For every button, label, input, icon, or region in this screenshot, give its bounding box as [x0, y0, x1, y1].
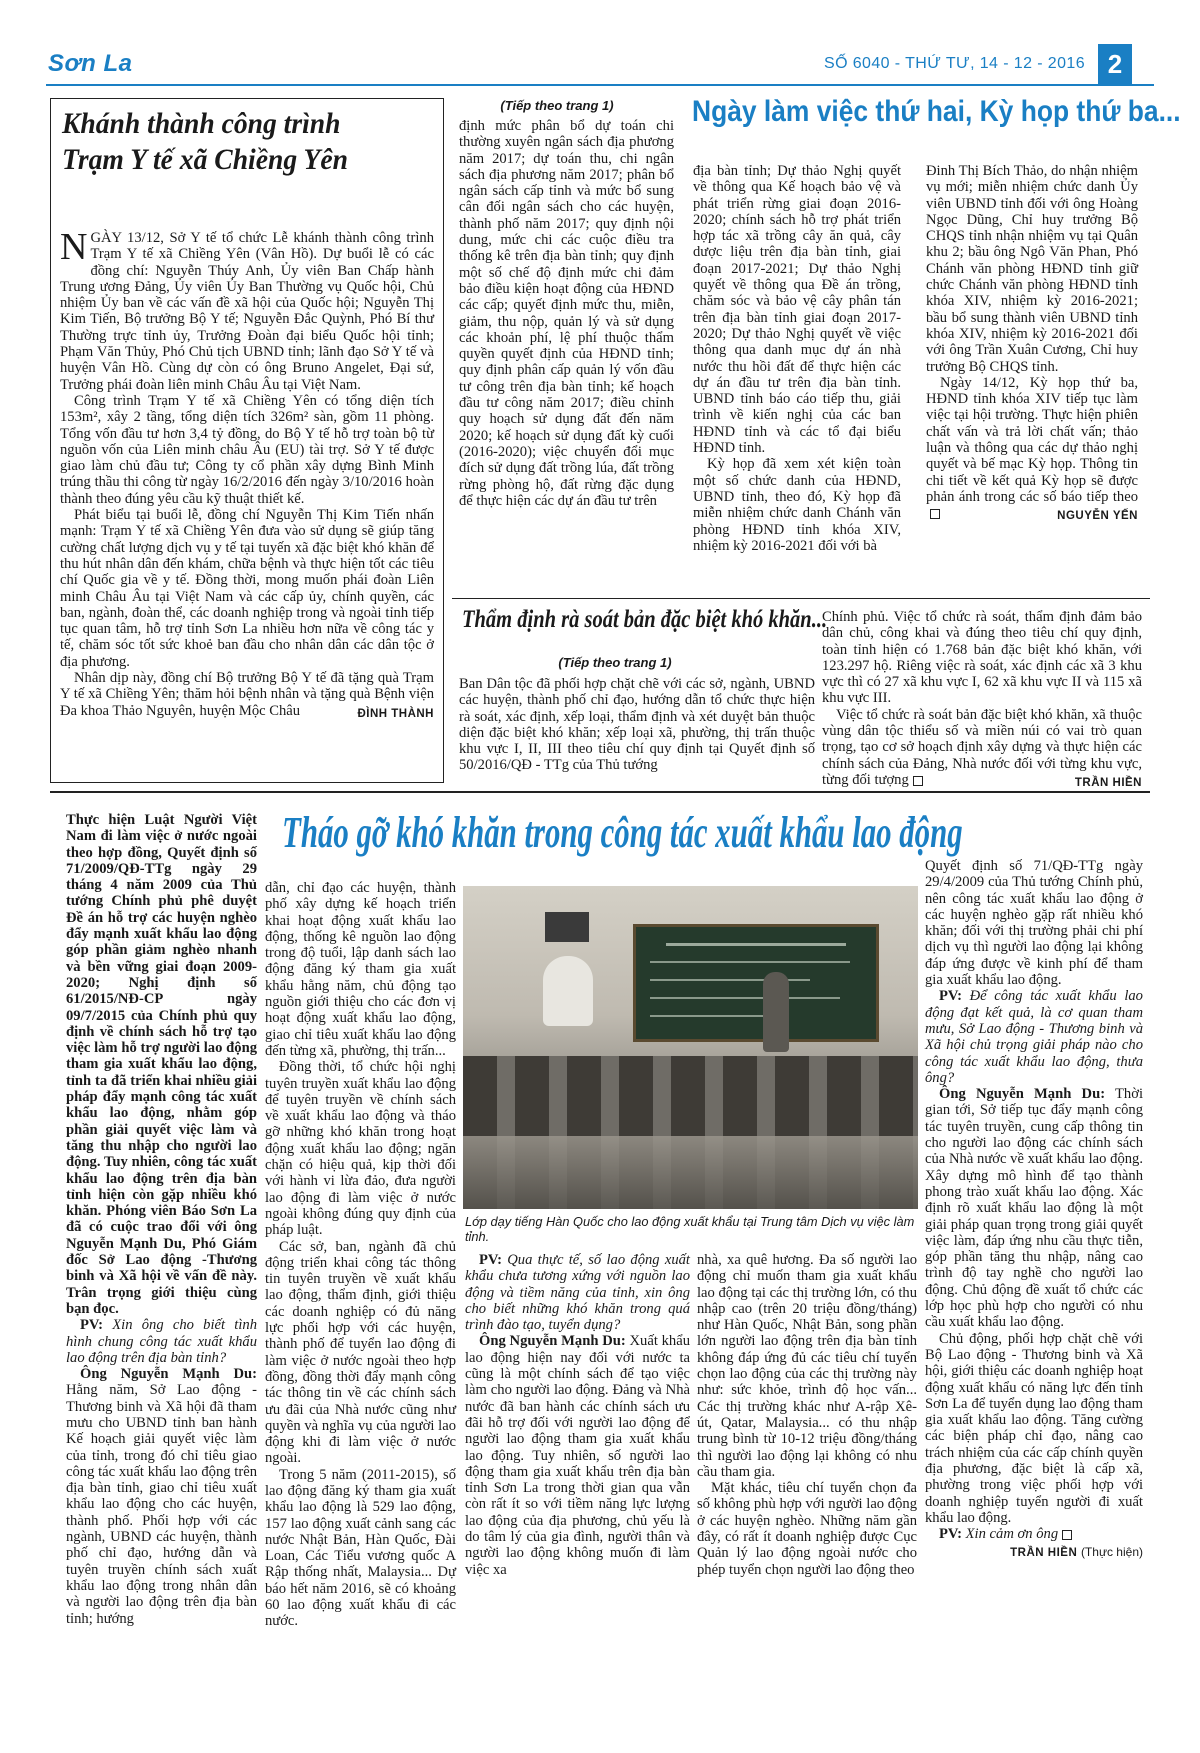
paragraph: Phát biểu tại buổi lễ, đồng chí Nguyễn Thị Kim Tiến nhấn mạnh: Trạm Y tế xã Chiềng Yên đưa vào sử dụng sẽ giúp tăng cường chất lượng dịch vụ y tế tại tuyến xã đặc biệt khó khăn để thu hút nhân dân đến khám, chữa bệnh và thực hiện tốt các tiêu chí Quốc gia về y tế. Đồng thời, mong muốn phái đoàn Liên minh Châu Âu tại Việt Nam và các cấp ủy, chính quyền, các ban, ngành, đoàn thể, các doanh nghiệp trong và ngoài tỉnh tiếp tục quan tâm, hỗ trợ tỉnh Sơn La nhiều hơn nữa về công tác y tế, chăm sóc tốt sức khoẻ ban đầu cho nhân dân các dân tộc ở địa phương. [60, 507, 434, 670]
continued-label: (Tiếp theo trang 1) [500, 98, 614, 113]
article-body [60, 226, 434, 756]
end-mark-icon [1062, 1530, 1072, 1540]
interviewer-label: PV: [939, 988, 962, 1005]
paragraph: Việc tổ chức rà soát bản đặc biệt khó khăn, xã thuộc vùng dân tộc thiểu số và miền núi có vai trò quan trọng, tạo cơ sở hoạch định xây dựng và thực hiện các chính sách của Đảng, Nhà nước đối với từng khu vực, từng đối tượng [822, 706, 1142, 788]
answer: Thời gian tới, Sở tiếp tục đẩy mạnh công tác tuyên truyền, cung cấp thông tin cho người lao động các chính sách của Nhà nước về xuất khẩu lao động. Xây dựng mô hình để tạo thành phong trào xuất khẩu lao động. Xác định rõ xuất khẩu lao động là một giải pháp quan trọng trong giải quyết việc làm, đáp ứng nhu cầu thực tiễn, góp phần tăng thu nhập, nâng cao trình độ tay nghề cho người lao động. Chủ động đề xuất tổ chức các lớp học phù hợp cho người có nhu cầu xuất khẩu lao động. [925, 1086, 1143, 1331]
article-column [465, 1252, 690, 1722]
article-title: Ngày làm việc thứ hai, Kỳ họp thứ ba... [692, 95, 1181, 128]
byline: TRẦN HIỀN [1074, 776, 1142, 789]
article-column [459, 676, 815, 776]
chalk-writing [650, 1015, 770, 1017]
answer: Hằng năm, Sở Lao động - Thương binh và Xã hội đã tham mưu cho UBND tỉnh ban hành Kế hoạch giải quyết việc làm của tỉnh, trong đó chỉ tiêu giao công tác xuất khẩu lao động trên địa bàn tỉnh, giao chỉ tiêu xuất khẩu lao động cho các huyện, thành phố. Phối hợp với các ngành, UBND các huyện, thành phố chỉ đạo, hướng dẫn và tuyên truyền chính sách xuất khẩu lao động trong nhân dân và người lao động trên địa bàn tỉnh; hướng [66, 1382, 257, 1627]
article-column [66, 812, 257, 1722]
interviewer-label: PV: [479, 1252, 502, 1268]
continued-label: (Tiếp theo trang 1) [558, 655, 672, 670]
desks [463, 1136, 918, 1209]
article-column [693, 163, 901, 585]
byline-note: (Thực hiện) [1080, 1545, 1143, 1560]
paragraph: Chủ động, phối hợp chặt chẽ với Bộ Lao động - Thương binh và Xã hội, giới thiệu các doanh nghiệp hoạt động xuất khẩu có năng lực đến tỉnh Sơn La để tuyển dụng lao động tham gia xuất khẩu lao động. Tăng cường các biện pháp chỉ đạo, nâng cao trách nhiệm của các cấp chính quyền địa phương, đặc biệt là cấp xã, phường trong việc phối hợp với doanh nghiệp tuyển người đi xuất khẩu lao động. [925, 1330, 1143, 1526]
paragraph: Mặt khác, tiêu chí tuyển chọn đa số không phù hợp với người lao động ở các huyện nghèo. Những năm gần đây, có rất ít doanh nghiệp được Cục Quản lý lao động ngoài nước cho phép tuyển chọn người lao động theo [697, 1480, 917, 1578]
paragraph: địa bàn tỉnh; Dự thảo Nghị quyết về thông qua Kế hoạch bảo vệ và phát triển rừng giai đoạn 2016-2020; chính sách hỗ trợ phát triển hợp tác xã trồng cây ăn quả, cây dược liệu trên địa bàn tỉnh, giai đoạn 2017-2021; Dự thảo Nghị quyết về thông qua Đề án trồng, chăm sóc và bảo vệ cây phân tán trên địa bàn tỉnh giai đoạn 2017-2020; Dự thảo Nghị quyết về việc thông qua danh mục dự án nhà nước thu hồi đất để thực hiện các dự án đầu tư trên địa bàn tỉnh. UBND tỉnh báo cáo tiếp thu, giải trình về kiến nghị của các ban HĐND tỉnh và các tổ đại biểu HĐND tỉnh. [693, 163, 901, 457]
paragraph: Kỳ họp đã xem xét kiện toàn một số chức danh của HĐND, UBND tỉnh, theo đó, Kỳ họp đã miễn nhiệm chức danh Chánh văn phòng HĐND tỉnh khóa XIV, nhiệm kỳ 2016-2021 đối với bà [693, 456, 901, 554]
question: Để công tác xuất khẩu lao động đạt kết quả, là cơ quan tham mưu, Sở Lao động - Thương binh và Xã hội chủ trọng giải pháp nào cho công tác xuất khẩu lao động, thưa ông? [925, 988, 1143, 1086]
paragraph: Trong 5 năm (2011-2015), số lao động đăng ký tham gia xuất khẩu lao động là 529 lao động, 157 lao động xuất cảnh sang các nước Nhật Bản, Hàn Quốc, Đài Loan, Các Tiểu vương quốc A Rập thống nhất, Malaysia... Dự báo hết năm 2016, sẽ có khoảng 60 lao động xuất khẩu đi các nước. [265, 1466, 456, 1630]
chalk-writing [650, 961, 850, 963]
dropcap: N [60, 226, 88, 268]
paragraph: định mức phân bổ dự toán chi thường xuyên ngân sách địa phương năm 2017; dự toán thu, chi ngân sách địa phương năm 2017; phân bổ ngân sách cấp tỉnh và mức bổ sung cân đối ngân sách cho các huyện, thành phố năm 2017; quy định nội dung, mức chi các cuộc điều tra thống kê trên địa bàn tỉnh; quy định một số chế độ định mức chi đảm bảo điều kiện hoạt động của HĐND các cấp; quyết định mức thu, miễn, giảm, thu nộp, quản lý và sử dụng các khoản phí, lệ phí thuộc thẩm quyền quyết định của HĐND tỉnh; quy định phân cấp quản lý vốn đầu tư công trên địa bàn tỉnh; kế hoạch đầu tư công năm 2017; điều chỉnh quy hoạch sử dụng đất đến năm 2020; kế hoạch sử dụng đất kỳ cuối (2016-2020); việc chuyển đổi mục đích sử dụng đất trồng lúa, đất trồng rừng phòng hộ, đất rừng đặc dụng để thực hiện các dự án đầu tư trên [459, 118, 674, 509]
article-title: Thẩm định rà soát bản đặc biệt khó khăn... [462, 606, 828, 633]
article-column [926, 163, 1138, 585]
paragraph: Nhân dịp này, đồng chí Bộ trưởng Bộ Y tế đã tặng quà Trạm Y tế xã Chiềng Yên; thăm hỏi bệnh nhân và tặng quà Bệnh viện Đa khoa Thảo Nguyên, huyện Mộc Châu [60, 670, 434, 719]
byline: TRẦN HIỀN [1010, 1547, 1078, 1560]
horizontal-rule [452, 598, 1150, 599]
article-column [697, 1252, 917, 1722]
article-column [265, 880, 456, 1722]
teacher [763, 972, 789, 1052]
interviewer-label: PV: [80, 1317, 103, 1334]
paragraph: Ngày 14/12, Kỳ họp thứ ba, HĐND tỉnh khóa XIV tiếp tục làm việc tại hội trường. Thực hiện phiên chất vấn và trả lời chất vấn; thảo luận và thông qua các dự thảo nghị quyết và bế mạc Kỳ họp. Thông tin chi tiết về kết quả Kỳ họp sẽ được phản ánh trong các số báo tiếp theo [926, 374, 1138, 505]
section-name: Sơn La [48, 50, 133, 77]
paragraph: nhà, xa quê hương. Đa số người lao động chỉ muốn tham gia xuất khẩu lao động tại các thị trường lớn, có thu nhập cao (trên 20 triệu đồng/tháng) như Hàn Quốc, Nhật Bản, song phần lớn người lao động trên địa bàn tỉnh không đáp ứng đủ các tiêu chí tuyển chọn lao động của các thị trường này như: sức khỏe, trình độ học vấn... Các thị trường khác như A-rập Xê- út, Qatar, Malaysia... có thu nhập trung bình từ 10-12 triệu đồng/tháng thì người lao động lại không có nhu cầu tham gia. [697, 1252, 917, 1480]
interviewer-label: PV: [939, 1526, 962, 1543]
paragraph: Các sở, ban, ngành đã chủ động triển khai công tác thông tin tuyên truyền về xuất khẩu lao động, thẩm định, giới thiệu các doanh nghiệp có đủ năng lực phối hợp với các huyện, thành phố để tuyển lao động đi làm việc ở nước ngoài theo hợp đồng, đồng thời đẩy mạnh công tác thông tin về các chính sách ưu đãi của Nhà nước cũng như quyền và nghĩa vụ của người lao động khi đi làm việc ở nước ngoài. [265, 1238, 456, 1467]
end-mark-icon [930, 509, 940, 519]
answer: Xuất khẩu lao động hiện nay đối với nước ta cũng là một chính sách để tạo việc làm cho người lao động. Đảng và Nhà nước đã ban hành các chính sách ưu đãi hỗ trợ đối với người lao động để người lao động tham gia xuất khẩu lao động. Tuy nhiên, số người lao động tham gia xuất khẩu trên địa bàn tỉnh Sơn La trong thời gian qua vẫn còn rất ít so với tiềm năng lực lượng lao động của địa phương, chủ yếu là do tâm lý của gia đình, người thân và người lao động không muốn đi làm việc xa [465, 1333, 691, 1578]
article-column [925, 858, 1143, 1722]
flag [545, 912, 589, 942]
speaker-label: Ông Nguyễn Mạnh Du: [479, 1333, 626, 1350]
closing-line: Xin cảm ơn ông [965, 1526, 1059, 1543]
speaker-label: Ông Nguyễn Mạnh Du: [80, 1366, 257, 1383]
paragraph: Công trình Trạm Y tế xã Chiềng Yên có tổng diện tích 153m², xây 2 tầng, tổng diện tích 326m² sàn, gồm 11 phòng. Tổng vốn đầu tư hơn 3,4 tỷ đồng, do Bộ Y tế hỗ trợ toàn bộ từ nguồn vốn của Liên minh châu Âu (EU) tài trợ. Sở Y tế được giao làm chủ đầu tư; Công ty cổ phần xây dựng Bình Minh trúng thầu thi công từ ngày 16/2/2016 đến ngày 3/10/2016 hoàn thành theo đúng yêu cầu kỹ thuật thiết kế. [60, 392, 434, 507]
chalk-writing [650, 997, 840, 999]
blackboard [633, 924, 879, 1042]
paragraph: GÀY 13/12, Sở Y tế tổ chức Lễ khánh thành công trình Trạm Y tế xã Chiềng Yên (Vân Hồ). Dự buổi lễ có các đồng chí: Nguyễn Thúy Anh, Ủy viên Ban Chấp hành Trung ương Đảng, Ủy viên Ủy Ban Thường vụ Quốc hội, Chủ nhiệm Ủy ban về các vấn đề xã hội của Quốc hội; Nguyễn Thị Kim Tiến, Bộ trưởng Bộ Y tế; Nguyễn Đắc Quỳnh, Phó Bí thư Thường trực tỉnh ủy, Trưởng Đoàn đại biểu Quốc hội tỉnh; Phạm Văn Thủy, Phó Chủ tịch UBND tỉnh; lãnh đạo Sở Y tế và huyện Vân Hồ. Cùng dự còn có ông Bruno Angelet, Đại sứ, Trưởng phái đoàn liên minh Châu Âu tại Việt Nam. [60, 230, 434, 393]
paragraph: Chính phủ. Việc tổ chức rà soát, thẩm định đảm bảo dân chủ, công khai và đúng theo tiêu chí quy định, toàn tỉnh hiện có 1.768 bản đặc biệt khó khăn, với 123.297 hộ. Riêng việc rà soát, xác định các xã 3 khu vực thì có 27 xã khu vực I, 62 xã khu vực II và 115 xã khu vực III. [822, 609, 1142, 707]
end-mark-icon [913, 776, 923, 786]
paragraph: Đinh Thị Bích Thảo, do nhận nhiệm vụ mới; miễn nhiệm chức danh Ủy viên UBND tỉnh đối với ông Hoàng Ngọc Dũng, Chỉ huy trưởng Bộ CHQS tỉnh nhận nhiệm vụ tại Quân khu 2; bầu ông Ngô Văn Phan, Phó Chánh văn phòng HĐND tỉnh giữ chức Chánh văn phòng HĐND tỉnh khóa XIV, nhiệm kỳ 2016-2021; bầu bổ sung thành viên UBND tỉnh khóa XIV, nhiệm kỳ 2016-2021 đối với ông Trần Xuân Cương, Chỉ huy trưởng Bộ CHQS tỉnh. [926, 163, 1138, 375]
paragraph: Quyết định số 71/QĐ-TTg ngày 29/4/2009 của Thủ tướng Chính phủ, nên công tác xuất khẩu lao động ở các huyện nghèo gặp rất nhiều khó khăn; đối với thị trường phải chi phí dịch vụ thì người lao động lại không đáp ứng được về kinh phí để tham gia xuất khẩu lao động. [925, 858, 1143, 989]
page-number: 2 [1098, 44, 1132, 84]
byline: ĐÌNH THÀNH [357, 707, 434, 720]
article-title: Khánh thành công trình Trạm Y tế xã Chiềng Yên [62, 107, 348, 176]
paragraph: Ban Dân tộc đã phối hợp chặt chẽ với các sở, ngành, UBND các huyện, thành phố chỉ đạo, hướng dẫn tổ chức thực hiện rà soát, xác định, xếp loại, thẩm định và xét duyệt bản thuộc diện đặc biệt khó khăn; xếp loại xã, phường, thị trấn thuộc khu vực I, II, III theo tiêu chí quy định tại Quyết định số 50/2016/QĐ - TTg của Thủ tướng [459, 676, 815, 774]
paragraph: Đồng thời, tổ chức hội nghị tuyên truyền xuất khẩu lao động để tuyên truyền về chính sách về xuất khẩu lao động và tháo gỡ những khó khăn trong hoạt động xuất khẩu lao động; ngăn chặn có hiệu quả, kịp thời đối với hành vi lừa đảo, đưa người lao động đi làm việc ở nước ngoài không đúng quy định của pháp luật. [265, 1059, 456, 1239]
question: Xin ông cho biết tình hình chung công tác xuất khẩu lao động trên địa bàn tỉnh? [66, 1317, 257, 1366]
header-rule [46, 84, 1154, 86]
byline: NGUYỄN YẾN [1057, 510, 1138, 523]
lead-paragraph: Thực hiện Luật Người Việt Nam đi làm việc ở nước ngoài theo hợp đồng, Quyết định số 71/2009/QĐ-TTg ngày 29 tháng 4 năm 2009 của Thủ tướng Chính phủ phê duyệt Đề án hỗ trợ các huyện nghèo đẩy mạnh xuất khẩu lao động góp phần giảm nghèo nhanh và bền vững giai đoạn 2009-2020; Nghị định số 61/2015/NĐ-CP ngày 09/7/2015 của Chính phủ quy định về chính sách hỗ trợ tạo việc làm hỗ trợ người lao động tham gia xuất khẩu lao động, tỉnh ta đã triển khai nhiều giải pháp đẩy mạnh công tác xuất khẩu lao động, nhằm góp phần giải quyết việc làm và tăng thu nhập cho người lao động. Tuy nhiên, công tác xuất khẩu lao động trên địa bàn tỉnh hiện còn gặp nhiều khó khăn. Phóng viên Báo Sơn La đã có cuộc trao đổi với ông Nguyễn Mạnh Du, Phó Giám đốc Sở Lao động -Thương binh và Xã hội về vấn đề này. Trân trọng giới thiệu cùng bạn đọc. [66, 812, 257, 1317]
bust-statue [543, 956, 593, 1026]
article-column [459, 118, 674, 585]
chalk-writing [666, 943, 846, 946]
speaker-label: Ông Nguyễn Mạnh Du: [939, 1086, 1106, 1103]
article-column [822, 609, 1142, 789]
paragraph: dẫn, chỉ đạo các huyện, thành phố xây dựng kế hoạch triển khai hoạt động xuất khẩu lao động, thống kê nguồn lao động trong độ tuổi, lập danh sách lao động đăng ký tham gia xuất khẩu hằng năm, chủ động tạo nguồn giới thiệu cho các đơn vị hoạt động xuất khẩu lao động, giao chỉ tiêu xuất khẩu lao động đến từng xã, phường, thị trấn... [265, 880, 456, 1059]
article-title: Tháo gỡ khó khăn trong công tác xuất khẩu lao động [282, 808, 963, 857]
horizontal-rule [50, 791, 1150, 793]
photo-caption: Lớp dạy tiếng Hàn Quốc cho lao động xuất khẩu tại Trung tâm Dịch vụ việc làm tỉnh. [465, 1214, 915, 1244]
question: Qua thực tế, số lao động xuất khẩu chưa tương xứng với nguồn lao động và tiềm năng của tỉnh, xin ông cho biết những khó khăn trong quá trình đào tạo, tuyển dụng? [465, 1252, 690, 1334]
issue-date: SỐ 6040 - THỨ TƯ, 14 - 12 - 2016 [824, 55, 1085, 72]
classroom-photo [463, 886, 918, 1209]
